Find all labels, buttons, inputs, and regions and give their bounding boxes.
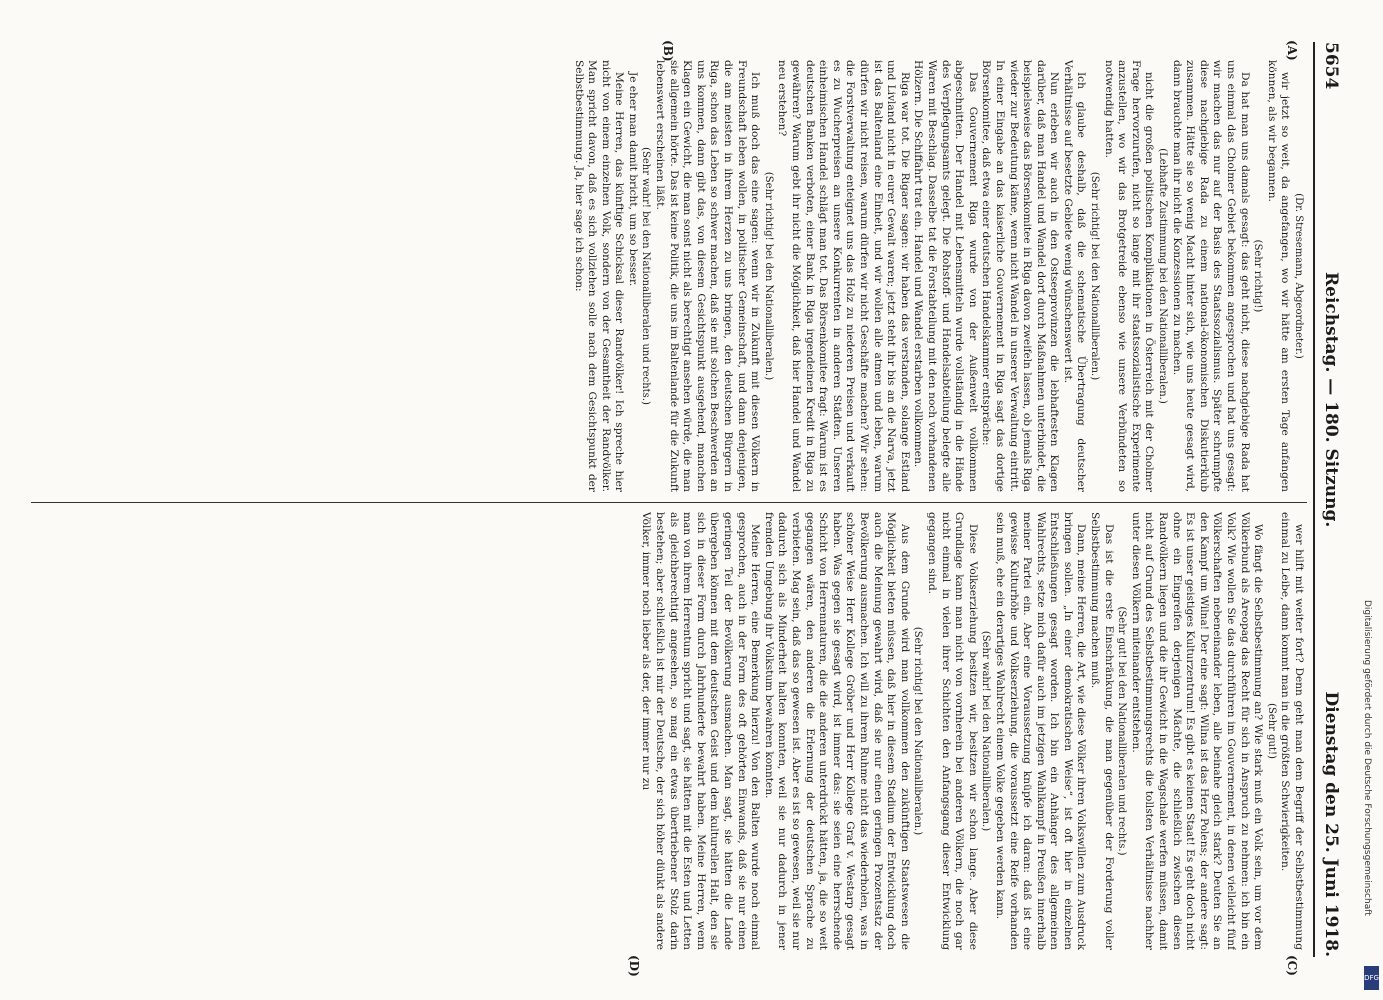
paragraph: Meine Herren, das künftige Schicksal dieser Randvölker! Ich spreche hier nicht von einem einzelnen Volk, sondern von der Gesamtheit der Randvölker. Man spricht davon, daß es sich vollziehen solle nach dem Gesichtspunkt der Selbstbestimmung. Ja, hier sage ich schon: (572, 60, 626, 492)
paragraph: (Sehr richtig!) (1252, 239, 1264, 313)
paragraph: (Sehr richtig! bei den Nationalliberalen.) (1089, 171, 1101, 381)
session-date: Dienstag den 25. Juni 1918. (1321, 691, 1341, 957)
paragraph: Aus dem Grunde wird man vollkommen den zukünftigen Staatswesen die Möglichkeit bieten müssen, daß hier in diesem Stadium der Entwicklung doch auch die Meinung gewahrt wird, daß sie nur einen geringen Prozentsatz der Bevölkerung ausmachen. Ich will zu ihrem Ruhme nicht das wiederholen, was in schöner Weise Herr Kollege Gröber und Herr Kollege Graf v. Westarp gesagt haben. Was gegen sie gesagt wird, ist immer das: sie seien eine herrschende Schicht von Herrennaturen, die die anderen unterdrückt hätten, ja, die so weit gegangen wären, den anderen die Erlernung der deutschen Sprache zu verbieten. Mag sein, daß das so gewesen ist. Aber es ist so gewesen, weil sie nur dadurch sich als Minderheit halten konnten, weil sie nur dadurch in jener fremden Umgebung ihr Volkstum bewahren konnten. (762, 512, 911, 950)
left-text-column (33, 60, 1305, 492)
paragraph: Das ist die erste Einschränkung, die man gegenüber der Forderung voller Selbstbestimmung machen muß. (1089, 512, 1115, 950)
paragraph: (Dr. Stresemann, Abgeordneter.) (1293, 193, 1304, 359)
paragraph: (Lebhafte Zustimmung bei den Nationalliberalen.) (1157, 148, 1169, 404)
page-header (1313, 42, 1345, 957)
paragraph: Riga war tot. Die Rigaer sagen: wir haben das verstanden, solange Estland und Livland nicht in eurer Gewalt waren; jetzt steht ihr bis an die Narva, jetzt ist das Baltenland eine Einheit, und wir wollen alle atmen und leben, warum dürfen wir nicht reisen, warum dürfen wir nicht Geschäfte machen? Wir sehen: die Forstverwaltung enteignet uns das Holz zu niederen Preisen und verkauft es zu Wucherpreisen an unsere Konkurrenten in anderen Städten. Unseren einheimischen Handel schlägt man tot. Das Börsenkomitee fragt: Warum ist es deutschen Banken verboten, einer Bank in Riga irgendeinen Kredit in Riga zu gewähren? Warum gebt ihr nicht die Möglichkeit, daß hier Handel und Wandel neu erstehen? (776, 60, 911, 492)
margin-letter-b: (B) (661, 40, 675, 62)
paragraph: Je eher man damit bricht, um so besser. (626, 72, 639, 287)
paragraph: (Sehr richtig! bei den Nationalliberalen.) (912, 626, 924, 836)
paragraph: (Sehr gut! bei den Nationalliberalen und rechts.) (1116, 606, 1128, 856)
column-divider (31, 502, 1307, 503)
paragraph: Ich glaube deshalb, daß die schematische Übertragung deutscher Verhältnisse auf besetzte Gebiete wenig wünschenswert ist. (1061, 60, 1088, 492)
paragraph: Dann, meine Herren, die Art, wie diese Völker ihren Volkswillen zum Ausdruck bringen sollen. „In einer demokratischen Weise“, ist oft hier in einzelnen Entschließungen gesagt worden. Ich bin ein Anhänger des allgemeinen Wahlrechts, setze mich dafür auch im jetzigen Wahlkampf in Preußen innerhalb meiner Partei ein. Aber eine Voraussetzung knüpfe ich daran: daß ist eine gewisse Kulturhöhe und Volkserziehung, die voraussetzt eine Reife vorhanden sein muß, ehe ein derartiges Wahlrecht einem Volke gegeben werden kann. (993, 512, 1088, 950)
margin-letter-d: (D) (627, 955, 641, 977)
paragraph: nicht die großen politischen Komplikationen in Österreich mit der Cholmer Frage hervorzurufen, nicht so lange mit ihr staatssozialistische Experimente anzustellen, wo wir das Brotgetreide ebenso wie unsere Verbündeten so notwendig hatten. (1102, 60, 1156, 492)
digitization-footer (1360, 600, 1376, 990)
margin-letter-c: (C) (1285, 955, 1299, 976)
paragraph: (Sehr wahr! bei den Nationalliberalen und rechts.) (640, 147, 652, 405)
paragraph: (Sehr wahr! bei den Nationalliberalen.) (980, 630, 992, 832)
paragraph: wer hilft mit weiter fort? Denn geht man dem Begriff der Selbstbestimmung einmal zu Leibe, dann kommt man in die größten Schwierigkeiten. (1279, 512, 1305, 950)
paragraph: Da hat man uns damals gesagt: das geht nicht, diese nachgiebige Rada hat uns einmal das Cholmer Gebiet bekommen angesprochen und hat uns gesagt: wir machen das nur auf der Basis des Staatssozialismus. Später schrumpfte diese nachgiebige Rada zu einem national-ökonomischen Diskutierklub zusammen. Hätte sie so wenig Macht hinter sich, wie uns heute gesagt wird, dann brauchte man ihr nicht die Konzessionen zu machen. (1170, 60, 1251, 492)
paragraph: wir jetzt so weit, da angefangen, wo wir hätte am ersten Tage anfangen können, als wir begannen. (1265, 60, 1292, 492)
paragraph: (Sehr gut!) (1265, 703, 1277, 759)
paragraph: Ich muß doch das eine sagen: wenn wir in Zukunft mit diesen Völkern in Freundschaft leben wollen, in politischer Gemeinschaft, und dann denjenigen, die am meisten in ihrem Herzen zu uns bringen, den deutschen Bürgern in Riga, schon das Leben so schwer machen, daß sie mit solchen Beschwerden an uns kommen, dann gibt das, von diesem Gesichtspunkt ausgehend, manchen Klagen ein Gewicht, die man sonst nicht als berechtigt ansehen würde, die man sie allgemein hörte. Das ist keine Politik, die uns im Baltenlande für die Zukunft lebenswert erscheinen läßt. (654, 60, 762, 492)
paragraph: Das Gouvernement Riga wurde von der Außenwelt vollkommen abgeschnitten. Der Handel mit Lebensmitteln wurde vollständig in die Hände des Verpflegungsamts gelegt. Die Rohstoff- und Handelsabteilung belegte alle Waren mit Beschlag. Dasselbe tat die Forstabteilung mit den noch vorhandenen Hölzern. Die Schiffahrt trat ein. Handel und Wandel erstarben vollkommen. (912, 60, 979, 492)
right-text-column (33, 512, 1305, 950)
footer-text: Digitalisierung gefördert durch die Deutsche Forschungsgemeinschaft (1362, 600, 1372, 916)
paragraph: Wo fängt die Selbstbestimmung an? Wie stark muß ein Volk sein, um vor dem Völkerbund als Areopag das Recht für sich in Anspruch zu nehmen: ich bin ein Volk? Wie wollen Sie das durchführen im Gouvernement, in denen vielleicht fünf Völkerschaften nebeneinander leben, alle beinahe gleich stark? Deuten Sie an den Kampf um Wilna! Der eine sagt: Wilna ist das Herz Polens; der andere sagt: Es ist unser geistiges Kulturzentrum! Es gibt es keinen Staat! Es geht doch nicht ohne ein Eingreifen derjenigen Mächte, die schließlich zwischen diesen Randvölkern liegen und die ihr Gewicht in die Wagschale werfen müssen, damit nicht auf Grund des Selbstbestimmungsrechts die tollsten Verhältnisse nachher unter diesen Völkern miteinander entstehen. (1129, 512, 1265, 950)
session-title: Reichstag. — 180. Sitzung. (1321, 272, 1341, 528)
dfg-logo: DFG (1364, 966, 1379, 990)
page-number: 5654 (1321, 42, 1341, 90)
paragraph: Nun erleben wir auch in den Ostseeprovinzen die lebhaftesten Klagen darüber, daß man Handel und Wandel dort durch Maßnahmen unterbindet, die beispielsweise das Börsenkomitee in Riga davon zweifeln lassen, ob jemals Riga wieder zur Bedeutung käme, wenn nicht Wandel in unserer Verwaltung eintritt. In einer Eingabe an das kaiserliche Gouvernement in Riga sagt das dortige Börsenkomitee, daß etwa einer deutschen Handelskammer entspräche: (980, 60, 1061, 492)
paragraph: (Sehr richtig! bei den Nationalliberalen.) (762, 171, 774, 381)
paragraph: Meine Herren, eine Bemerkung hierzu! Von den Balten wurde noch einmal gesprochen, auch in der Form des oft gehörten Einwands, daß sie nur einen geringen Teil der Bevölkerung ausmachen. Man sagt, sie hätten die Lande übergeben können mit dem deutschen Geist und dem kulturellen Halt, den sie sich in dieser Form durch Jahrhunderte bewahrt haben. Meine Herren, wenn man von ihrem Herrentum spricht und sagt, sie hätten mit die Esten und Letten als gleichberechtigt angesehen, so mag ein etwas übertriebener Stolz darin bestehen; aber schließlich ist mir der Deutsche, der sich höher dünkt als andere Völker, immer noch lieber als der, der immer nur zu (640, 512, 762, 950)
margin-letter-a: (A) (1285, 40, 1299, 61)
paragraph: Diese Volkserziehung besitzen wir, besitzen wir schon lange. Aber diese Grundlage kann man nicht von vornherein bei anderen Völkern, die noch gar nicht einmal in vielen ihrer Schichten den Anfangsgang dieser Entwicklung gegangen sind. (925, 512, 979, 950)
